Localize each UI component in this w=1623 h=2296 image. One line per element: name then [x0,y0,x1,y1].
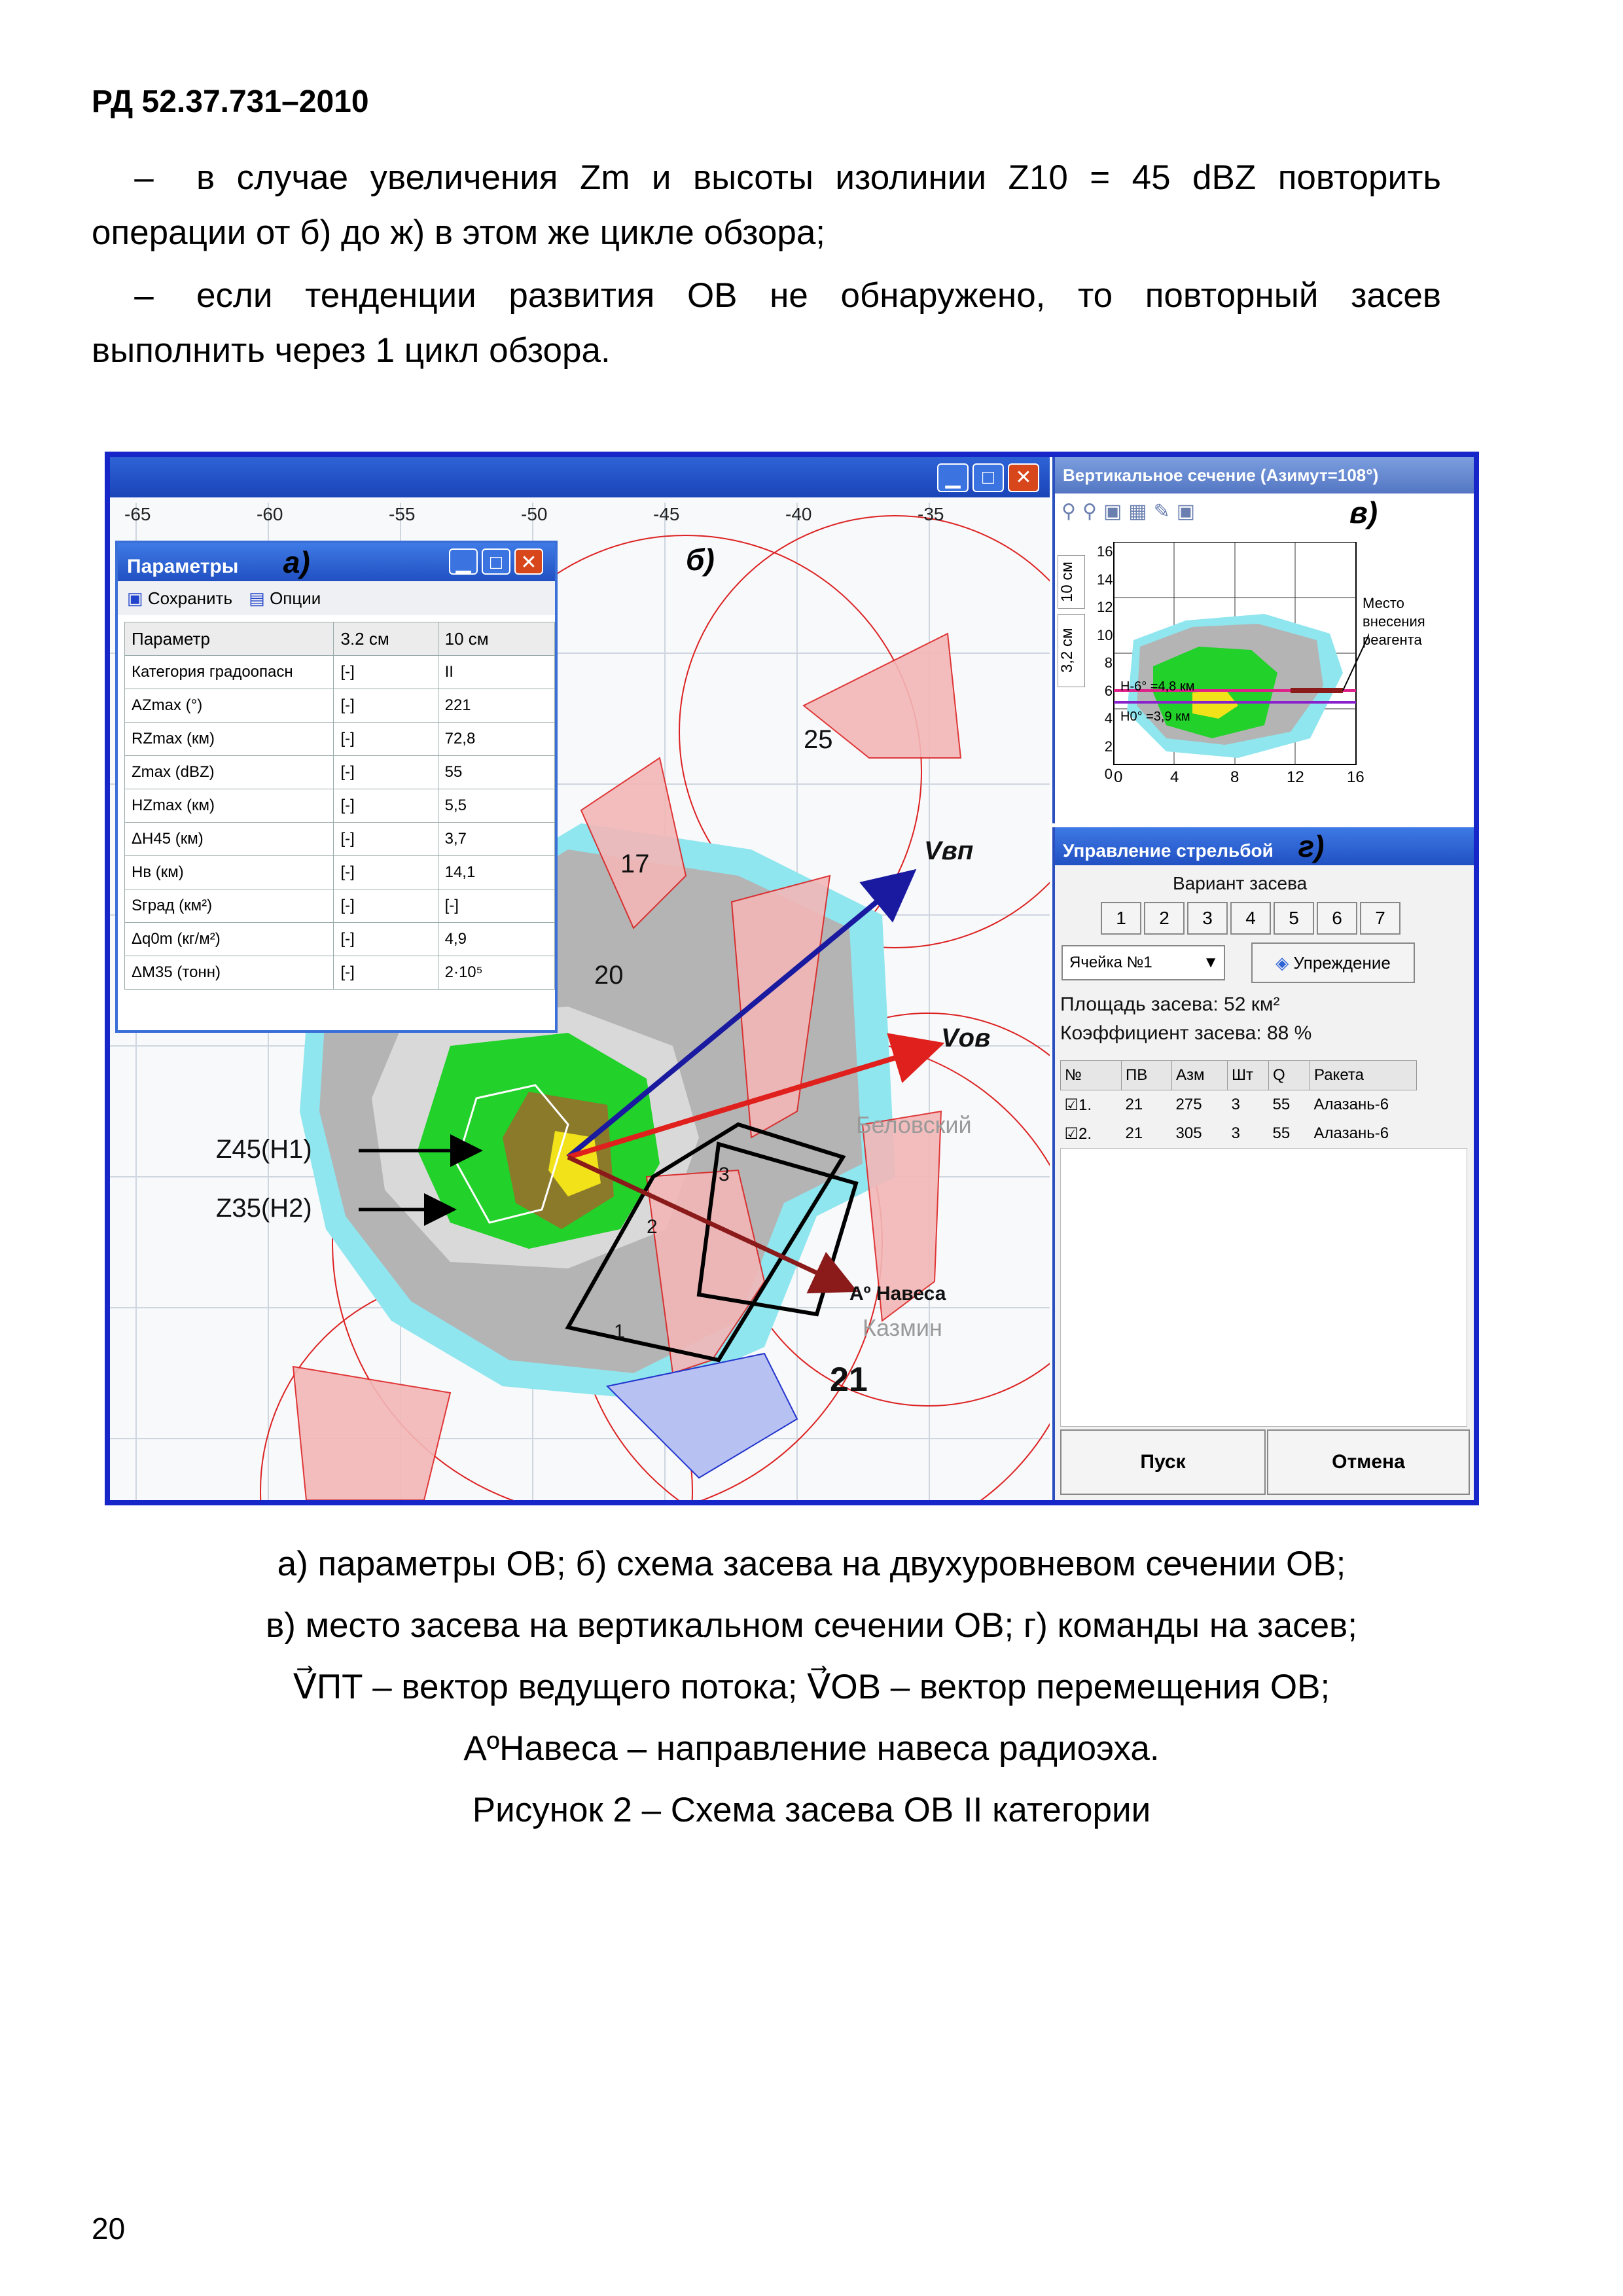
caption-line-4: AºНавеса – направление навеса радиоэха. [463,1729,1160,1768]
paragraph-2 [92,268,1441,378]
param-name: ΔH45 (км) [125,823,334,856]
close-icon[interactable]: ✕ [514,548,543,575]
param-value-10cm: 3,7 [438,823,554,856]
param-value-10cm: 72,8 [438,723,554,756]
vertical-titlebar [1055,457,1474,493]
figure-2 [105,452,1479,1505]
params-table [124,622,555,990]
param-name: ΔM35 (тонн) [125,956,334,990]
param-value-3cm: [-] [334,723,438,756]
map-titlebar [110,457,1050,497]
table-row [125,656,555,689]
param-value-3cm: [-] [334,689,438,723]
table-header [1061,1061,1417,1090]
param-name: Zmax (dBZ) [125,756,334,789]
x-tick: 12 [1287,768,1304,786]
cell: 55 [1272,1096,1291,1113]
vertical-title: Вертикальное сечение (Азимут=108°) [1063,465,1379,485]
polygon-number: 1 [614,1321,625,1342]
map-window [110,457,1050,1500]
reagent-annotation: Место внесения реагента [1363,595,1425,648]
control-title: Управление стрельбой [1063,840,1274,861]
fire-control-window [1052,827,1474,1500]
variant-button-3[interactable]: 3 [1187,902,1228,935]
preempt-button-label: Упреждение [1293,953,1391,973]
param-value-3cm: [-] [334,956,438,990]
cell: Алазань-6 [1313,1096,1389,1113]
params-window [115,541,558,1033]
params-title: Параметры [127,556,239,577]
cell: 3 [1231,1124,1240,1142]
y-tick: 8 [1104,655,1113,671]
row-index: 1. [1079,1096,1092,1114]
save-icon[interactable]: ▣ [127,588,143,608]
cell: Алазань-6 [1313,1124,1389,1142]
param-value-10cm: 221 [438,689,554,723]
dash: – [134,276,154,315]
column-header: ПВ [1122,1061,1172,1090]
label-a: а) [283,545,310,579]
checkbox-checked-icon[interactable]: ☑ [1064,1096,1079,1114]
y-tick: 12 [1097,599,1113,615]
table-row [125,923,555,956]
document-header: РД 52.37.731–2010 [92,84,369,119]
table-row[interactable] [1061,1119,1417,1148]
variant-button-7[interactable]: 7 [1360,902,1400,935]
preempt-button[interactable] [1251,942,1415,983]
x-tick: 16 [1347,768,1364,786]
navesa-label: Aº Навеса [849,1283,946,1304]
zoom-toolbar-icons[interactable]: ⚲⚲▣▦✎▣ [1061,501,1202,522]
control-titlebar [1055,827,1474,865]
param-value-3cm: [-] [334,856,438,889]
caption-line-1: а) параметры ОВ; б) схема засева на двухуровневом сечении ОВ; [277,1545,1346,1583]
y-tick: 6 [1104,682,1113,699]
cell: 275 [1175,1096,1202,1113]
paragraph-text: в случае увеличения Zm и высоты изолинии Z10 = 45 dBZ повторить операции от б) до ж) в этом же цикле обзора; [92,158,1441,252]
param-value-10cm: II [438,656,554,689]
vector-vob-label: Vов [941,1024,991,1052]
launch-list-area [1060,1148,1467,1427]
cell: 55 [1272,1124,1291,1142]
variant-label: Вариант засева [1173,873,1308,893]
column-header: Q [1269,1061,1310,1090]
y-ticks [1097,538,1113,789]
x-tick: -55 [389,504,416,524]
range-label-17: 17 [620,850,650,878]
param-value-10cm: [-] [438,889,554,923]
z35-label: Z35(H2) [216,1194,312,1223]
figure-title: Рисунок 2 – Схема засева ОВ II категории [472,1791,1151,1829]
x-tick: 4 [1170,768,1179,786]
range-label-20: 20 [594,961,624,990]
minimize-icon[interactable]: ▁ [937,463,969,492]
maximize-icon[interactable]: □ [482,548,510,575]
x-tick: -40 [785,504,812,524]
seeding-coefficient: Коэффициент засева: 88 % [1060,1022,1312,1044]
maximize-icon[interactable]: □ [972,463,1004,492]
h-6-label: H-6° =4,8 км [1120,679,1195,694]
param-name: AZmax (°) [125,689,334,723]
y-tick: 2 [1104,738,1113,755]
start-button[interactable]: Пуск [1060,1429,1266,1495]
close-icon[interactable]: ✕ [1008,463,1039,492]
param-value-3cm: [-] [334,656,438,689]
shield-icon: ◈ [1275,953,1294,973]
param-value-3cm: [-] [334,923,438,956]
label-g: г) [1298,829,1325,863]
cell-select-value: Ячейка №1 [1069,954,1152,971]
tab-10cm[interactable]: 10 см [1058,555,1085,609]
place-belovsky: Беловский [856,1111,972,1138]
x-tick: -35 [918,504,944,524]
dash: – [134,158,154,197]
options-button[interactable]: Опции [270,588,321,608]
params-toolbar [118,581,555,615]
x-tick: 8 [1230,768,1240,786]
cell: 3 [1231,1096,1240,1113]
column-header: Азм [1172,1061,1228,1090]
column-header: № [1061,1061,1122,1090]
y-tick: 10 [1097,626,1113,643]
variant-button-2[interactable]: 2 [1144,902,1185,935]
table-header [125,622,555,656]
h0-label: H0° =3,9 км [1120,709,1190,724]
row-number[interactable] [1061,1119,1122,1148]
caption-line-2: в) место засева на вертикальном сечении ОВ; г) команды на засев; [266,1606,1357,1645]
param-value-3cm: [-] [334,789,438,823]
x-tick: -60 [257,504,283,524]
column-header: 3.2 см [334,622,438,656]
param-value-10cm: 5,5 [438,789,554,823]
table-row [125,856,555,889]
vector-vp-label: Vвп [924,836,974,865]
row-number[interactable] [1061,1090,1122,1120]
vertical-section-plot [1094,542,1369,797]
param-value-3cm: [-] [334,889,438,923]
y-tick: 0 [1104,766,1113,782]
table-row [125,823,555,856]
polygon-number: 3 [719,1164,730,1185]
column-header: 10 см [438,622,554,656]
cancel-button[interactable]: Отмена [1267,1429,1470,1495]
column-header: Параметр [125,622,334,656]
tab-3-2cm[interactable]: 3,2 см [1058,614,1085,687]
options-icon[interactable]: ▤ [249,588,265,608]
y-tick: 4 [1104,710,1113,726]
polygon-number: 2 [647,1216,658,1238]
param-name: Δq0m (кг/м²) [125,923,334,956]
chevron-down-icon[interactable]: ▼ [1203,954,1219,971]
param-name: Sград (км²) [125,889,334,923]
param-value-10cm: 4,9 [438,923,554,956]
place-kazmin: Казмин [863,1314,942,1341]
y-tick: 14 [1097,571,1113,588]
table-row [125,723,555,756]
param-value-3cm: [-] [334,823,438,856]
column-header: Ракета [1310,1061,1417,1090]
x-tick: -65 [124,504,151,524]
param-name: Категория градоопасн [125,656,334,689]
paragraph-1 [92,151,1441,260]
table-row [125,889,555,923]
label-v: в) [1349,495,1378,529]
seeding-area: Площадь засева: 52 км² [1060,994,1280,1015]
cell-select[interactable] [1061,945,1225,980]
table-row [125,956,555,990]
variant-button-6[interactable]: 6 [1317,902,1357,935]
x-tick: -45 [653,504,680,524]
cell: 21 [1125,1124,1143,1142]
y-tick: 16 [1097,543,1113,560]
x-tick: 0 [1114,768,1123,786]
row-index: 2. [1079,1124,1092,1143]
table-row [125,689,555,723]
variant-button-5[interactable]: 5 [1274,902,1314,935]
minimize-icon[interactable]: ▁ [449,548,478,575]
vertical-section-window [1052,457,1474,823]
cell: 21 [1125,1096,1143,1113]
table-row[interactable] [1061,1090,1417,1120]
cell: 305 [1175,1124,1202,1142]
label-b: б) [686,543,715,577]
table-row [125,789,555,823]
table-row [125,756,555,789]
variant-button-4[interactable]: 4 [1230,902,1271,935]
caption-line-3: V⃗ПТ – вектор ведущего потока; V⃗ОВ – вектор перемещения ОВ; [293,1668,1330,1706]
variant-button-1[interactable]: 1 [1101,902,1141,935]
param-value-10cm: 55 [438,756,554,789]
param-value-3cm: [-] [334,756,438,789]
range-label-25: 25 [804,725,833,754]
param-name: HZmax (км) [125,789,334,823]
column-header: Шт [1228,1061,1269,1090]
x-tick: -50 [521,504,548,524]
range-label-21: 21 [830,1361,868,1399]
param-name: Hв (км) [125,856,334,889]
z45-label: Z45(H1) [216,1135,312,1164]
checkbox-checked-icon[interactable]: ☑ [1064,1124,1079,1143]
save-button[interactable]: Сохранить [147,588,233,608]
param-value-10cm: 14,1 [438,856,554,889]
param-value-10cm: 2·10⁵ [438,956,554,990]
param-name: RZmax (км) [125,723,334,756]
page-number: 20 [92,2212,126,2246]
paragraph-text: если тенденции развития ОВ не обнаружено, то повторный засев выполнить через 1 цикл обзора. [92,276,1441,370]
